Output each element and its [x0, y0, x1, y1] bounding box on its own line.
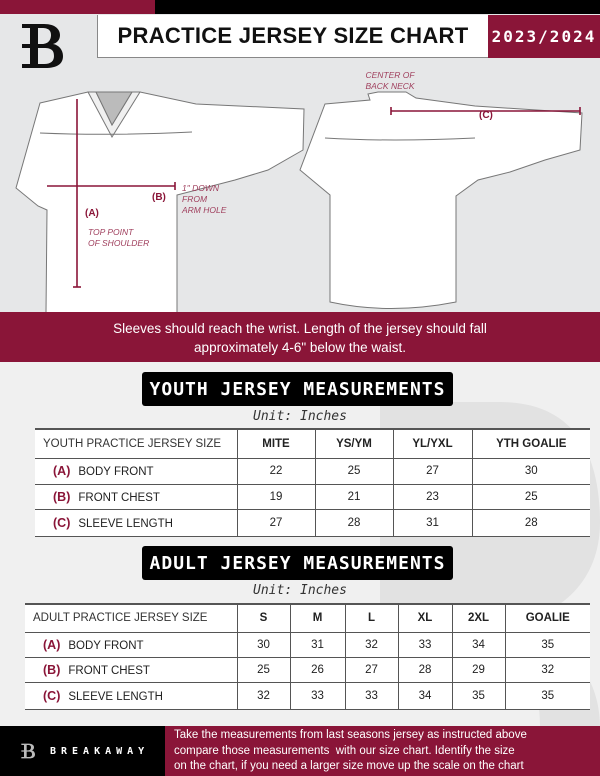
measurement-label — [35, 509, 237, 536]
table-cell: 32 — [237, 682, 290, 709]
measurement-name: SLEEVE LENGTH — [78, 517, 173, 530]
shoulder-note — [88, 227, 149, 249]
table-cell: 29 — [452, 657, 505, 682]
table-cell: 30 — [472, 458, 590, 484]
table-cell: 35 — [452, 682, 505, 709]
measurement-name: FRONT CHEST — [68, 664, 150, 677]
table-cell: 30 — [237, 632, 290, 657]
table-cell: 25 — [237, 657, 290, 682]
footer-line: compare those measurements with our size chart. Identify the size — [174, 744, 515, 757]
measurement-label — [25, 682, 237, 709]
column-header: XL — [398, 604, 452, 632]
footer-brand — [0, 726, 165, 776]
column-header: 2XL — [452, 604, 505, 632]
table-cell: 25 — [315, 458, 393, 484]
column-header: L — [345, 604, 398, 632]
table-cell: 32 — [505, 657, 590, 682]
measurement-code: (B) — [43, 662, 61, 677]
note-line: OF SHOULDER — [88, 238, 150, 248]
table-cell: 35 — [505, 632, 590, 657]
back-jersey — [300, 92, 582, 309]
measurement-code: (A) — [53, 464, 71, 478]
table-row — [35, 509, 590, 536]
measurement-name: BODY FRONT — [78, 466, 154, 478]
youth-heading: YOUTH JERSEY MEASUREMENTS — [142, 372, 453, 406]
note-line: ARM HOLE — [182, 205, 227, 215]
table-cell: 31 — [393, 509, 472, 536]
table-row — [35, 484, 590, 509]
table-cell: 34 — [452, 632, 505, 657]
column-header: ADULT PRACTICE JERSEY SIZE — [25, 604, 237, 632]
jersey-diagram — [0, 60, 600, 312]
note-line: FROM — [182, 194, 208, 204]
adult-size-table — [25, 603, 590, 710]
top-bar — [155, 0, 600, 14]
adult-heading: ADULT JERSEY MEASUREMENTS — [142, 546, 453, 580]
table-cell: 33 — [398, 632, 452, 657]
measurement-label — [25, 657, 237, 682]
footer-instructions — [165, 726, 600, 776]
table-cell: 32 — [345, 632, 398, 657]
table-cell: 26 — [290, 657, 345, 682]
measurement-name: SLEEVE LENGTH — [68, 690, 163, 703]
note-line: TOP POINT — [88, 227, 134, 237]
center-back-neck-note: CENTER OF BACK NECK — [365, 70, 415, 91]
measurement-label — [25, 632, 237, 657]
table-cell: 34 — [398, 682, 452, 709]
table-row — [25, 682, 590, 709]
table-row — [25, 657, 590, 682]
table-cell: 28 — [315, 509, 393, 536]
measurement-label — [35, 458, 237, 484]
column-header: MITE — [237, 429, 315, 458]
table-cell: 27 — [237, 509, 315, 536]
banner-line: approximately 4-6" below the waist. — [194, 340, 406, 355]
footer-line: on the chart, if you need a larger size move up the scale on the chart — [174, 760, 524, 772]
table-cell: 27 — [393, 458, 472, 484]
column-header: YL/YXL — [393, 429, 472, 458]
column-header: S — [237, 604, 290, 632]
season-badge: 2023/2024 — [488, 15, 600, 58]
breakaway-logo-small — [20, 740, 38, 762]
measurement-code: (C) — [43, 688, 61, 703]
label-b: (B) — [152, 192, 166, 203]
youth-unit: Unit: Inches — [253, 409, 347, 424]
column-header: YOUTH PRACTICE JERSEY SIZE — [35, 429, 237, 458]
measurement-label — [35, 484, 237, 509]
table-cell: 22 — [237, 458, 315, 484]
arm-hole-note — [182, 183, 226, 216]
measurement-code: (A) — [43, 637, 61, 652]
label-c: (C) — [479, 110, 493, 121]
table-header-row — [35, 429, 590, 458]
top-bar-accent — [0, 0, 155, 14]
column-header: M — [290, 604, 345, 632]
table-cell: 21 — [315, 484, 393, 509]
measurement-code: (B) — [53, 489, 71, 504]
brand-name: BREAKAWAY — [50, 745, 150, 757]
column-header: GOALIE — [505, 604, 590, 632]
column-header: YTH GOALIE — [472, 429, 590, 458]
footer-line: Take the measurements from last seasons jersey as instructed above — [174, 729, 527, 741]
note-line: 1" DOWN — [182, 183, 220, 193]
table-cell: 35 — [505, 682, 590, 709]
table-cell: 31 — [290, 632, 345, 657]
measurement-name: BODY FRONT — [68, 639, 144, 652]
table-header-row — [25, 604, 590, 632]
table-row — [35, 458, 590, 484]
banner-line: Sleeves should reach the wrist. Length of the jersey should fall — [113, 321, 487, 336]
youth-size-table — [35, 428, 590, 537]
adult-unit: Unit: Inches — [253, 583, 347, 598]
table-cell: 33 — [290, 682, 345, 709]
table-cell: 27 — [345, 657, 398, 682]
table-cell: 23 — [393, 484, 472, 509]
fit-guidance-banner — [0, 312, 600, 362]
table-cell: 25 — [472, 484, 590, 509]
label-a: (A) — [85, 208, 99, 219]
column-header: YS/YM — [315, 429, 393, 458]
table-cell: 28 — [472, 509, 590, 536]
measurement-code: (C) — [53, 515, 71, 530]
table-cell: 19 — [237, 484, 315, 509]
table-row — [25, 632, 590, 657]
page-title: PRACTICE JERSEY SIZE CHART — [97, 15, 489, 58]
measurement-name: FRONT CHEST — [78, 491, 160, 504]
table-cell: 33 — [345, 682, 398, 709]
table-cell: 28 — [398, 657, 452, 682]
